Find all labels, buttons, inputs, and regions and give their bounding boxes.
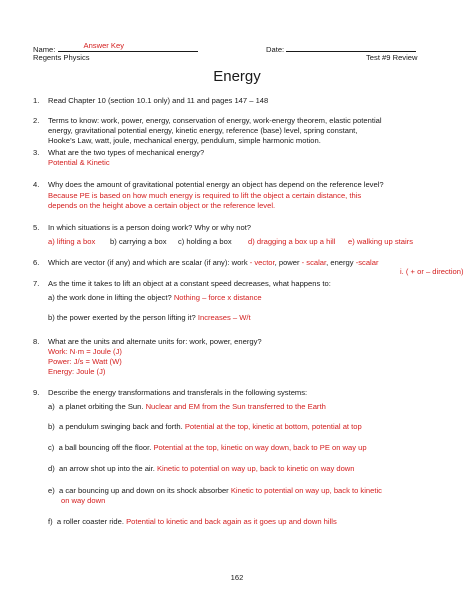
q8-answer-energy: Energy: Joule (J): [48, 367, 106, 376]
q7-number: 7.: [33, 279, 40, 288]
q4-number: 4.: [33, 180, 40, 189]
course-name: Regents Physics: [33, 53, 90, 62]
q1-number: 1.: [33, 96, 40, 105]
q4-question: Why does the amount of gravitational potential energy an object has depend on the reference level?: [48, 180, 384, 189]
date-line: [286, 42, 416, 52]
q5-option-e: e) walking up stairs: [348, 237, 413, 246]
q9-item-d-question: an arrow shot up into the air.: [59, 464, 155, 473]
q9-item-c-question: a ball bouncing off the floor.: [58, 443, 152, 452]
q9-item-d-letter: d): [48, 464, 55, 473]
q6-answer-power: - scalar: [301, 258, 327, 267]
q7-part-a: [48, 293, 262, 303]
q7-part-b-question: b) the power exerted by the person lifting it?: [48, 313, 196, 322]
q6-number: 6.: [33, 258, 40, 267]
q8-answer-work: Work: N·m = Joule (J): [48, 347, 122, 356]
q9-item-a-question: a planet orbiting the Sun.: [59, 402, 144, 411]
q9-item-b-letter: b): [48, 422, 55, 431]
q4-answer-line-1: Because PE is based on how much energy is required to lift the object a certain distance, this: [48, 191, 362, 200]
q9-item-f-letter: f): [48, 517, 53, 526]
q9-item-c: [48, 443, 367, 453]
q5-option-c: c) holding a box: [178, 237, 232, 246]
q5-option-a: a) lifting a box: [48, 237, 96, 246]
q5-option-d: d) dragging a box up a hill: [248, 237, 336, 246]
q3-answer: Potential & Kinetic: [48, 158, 110, 167]
q6-line: [48, 258, 379, 268]
q7-part-a-question: a) the work done in lifting the object?: [48, 293, 172, 302]
test-label: Test #9 Review: [366, 53, 418, 62]
q9-item-f: [48, 517, 337, 527]
q8-question: What are the units and alternate units for: work, power, energy?: [48, 337, 262, 346]
page-number: 162: [230, 573, 244, 582]
q2-line-2: energy, gravitational potential energy, kinetic energy, reference (base) level, spring constant,: [48, 126, 358, 135]
q9-item-b-answer: Potential at the top, kinetic at bottom, potential at top: [184, 422, 362, 431]
q7-part-a-answer: Nothing – force x distance: [173, 293, 262, 302]
q7-part-b-answer: Increases – W/t: [197, 313, 251, 322]
q6-answer-energy: -scalar: [355, 258, 379, 267]
q7-question: As the time it takes to lift an object at a constant speed decreases, what happens to:: [48, 279, 331, 288]
q9-item-e-letter: e): [48, 486, 55, 495]
q9-item-c-answer: Potential at the top, kinetic on way down, back to PE on way up: [153, 443, 367, 452]
q3-question: What are the two types of mechanical energy?: [48, 148, 205, 157]
q5-number: 5.: [33, 223, 40, 232]
q9-item-e-answer: Kinetic to potential on way up, back to kinetic: [230, 486, 382, 495]
q6-energy-label: , energy: [326, 258, 356, 267]
q1-text: Read Chapter 10 (section 10.1 only) and 11 and pages 147 – 148: [48, 96, 269, 105]
q9-question: Describe the energy transformations and transferals in the following systems:: [48, 388, 308, 397]
q5-question: In which situations is a person doing work? Why or why not?: [48, 223, 252, 232]
q9-item-f-question: a roller coaster ride.: [56, 517, 124, 526]
q7-part-b: [48, 313, 251, 323]
q9-item-d-answer: Kinetic to potential on way up, back to kinetic on way down: [156, 464, 355, 473]
q9-item-b: [48, 422, 362, 432]
q4-answer-line-2: depends on the height above a certain object or the reference level.: [48, 201, 276, 210]
q6-power-label: , power: [274, 258, 302, 267]
q9-item-e-answer-cont: on way down: [61, 496, 106, 505]
q6-question: Which are vector (if any) and which are scalar (if any): work: [48, 258, 250, 267]
q5-option-b: b) carrying a box: [110, 237, 167, 246]
q6-answer-work: - vector: [249, 258, 275, 267]
q2-line-1: Terms to know: work, power, energy, conservation of energy, work-energy theorem, elastic potential: [48, 116, 382, 125]
name-line: [58, 42, 198, 52]
q9-item-d: [48, 464, 355, 474]
q8-number: 8.: [33, 337, 40, 346]
q8-answer-power: Power: J/s = Watt (W): [48, 357, 122, 366]
name-value: Answer Key: [83, 41, 125, 50]
q9-item-a-letter: a): [48, 402, 55, 411]
q9-item-f-answer: Potential to kinetic and back again as it goes up and down hills: [126, 517, 337, 526]
q2-number: 2.: [33, 116, 40, 125]
q9-item-a-answer: Nuclear and EM from the Sun transferred to the Earth: [145, 402, 326, 411]
q9-item-b-question: a pendulum swinging back and forth.: [59, 422, 183, 431]
name-label: Name:: [33, 45, 56, 54]
q9-item-e: [48, 486, 382, 496]
page-title: Energy: [213, 68, 261, 85]
q9-number: 9.: [33, 388, 40, 397]
date-label: Date:: [266, 45, 285, 54]
q9-item-e-question: a car bouncing up and down on its shock absorber: [59, 486, 229, 495]
q6-subnote: i. ( + or – direction): [400, 267, 464, 276]
q2-line-3: Hooke’s Law, watt, joule, mechanical energy, pendulum, simple harmonic motion.: [48, 136, 321, 145]
q3-number: 3.: [33, 148, 40, 157]
q9-item-a: [48, 402, 326, 412]
q9-item-c-letter: c): [48, 443, 55, 452]
